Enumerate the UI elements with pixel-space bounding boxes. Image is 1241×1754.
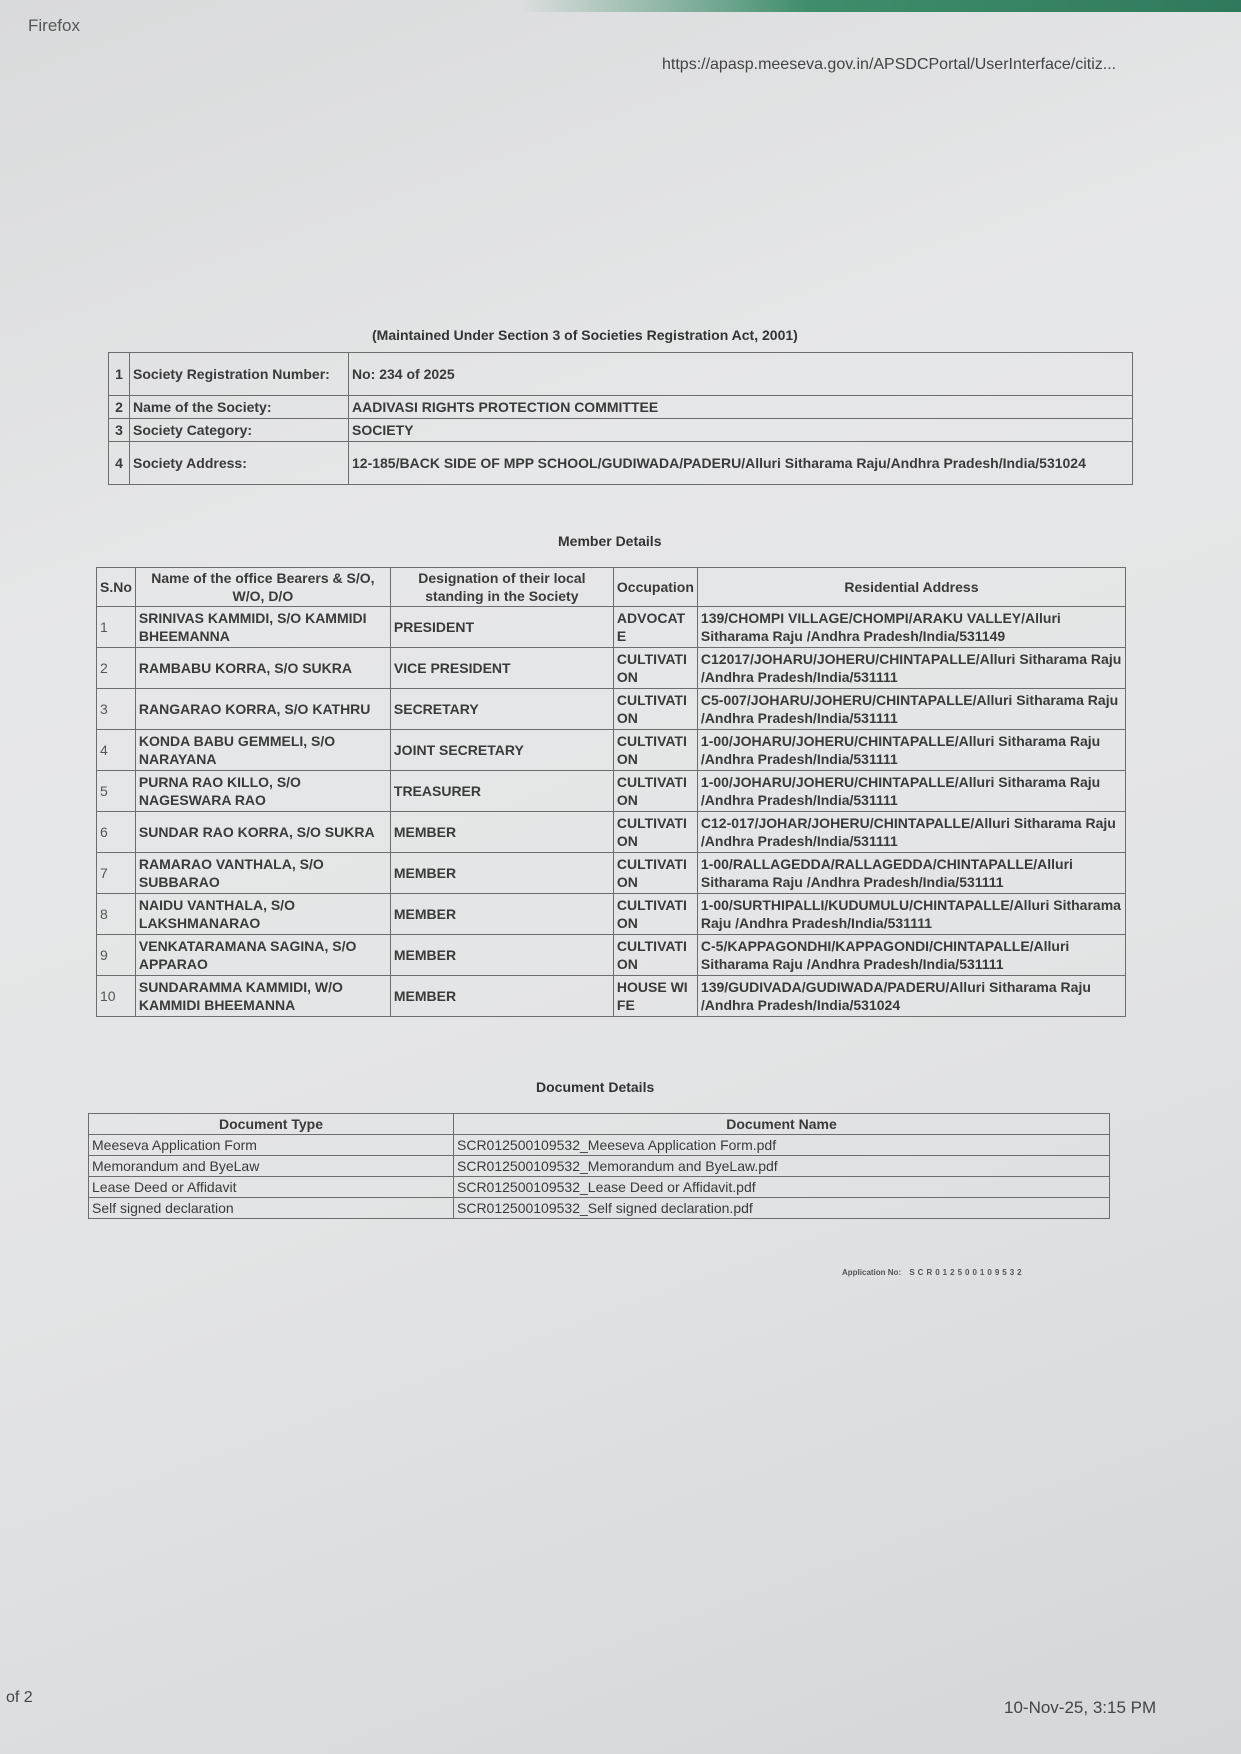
member-address: 1-00/SURTHIPALLI/KUDUMULU/CHINTAPALLE/Alluri Sitharama Raju /Andhra Pradesh/India/531111 [697, 894, 1125, 935]
society-row [109, 353, 1133, 396]
member-row [97, 812, 1126, 853]
member-sno: 6 [97, 812, 136, 853]
browser-name: Firefox [28, 16, 80, 35]
document-name: SCR012500109532_Memorandum and ByeLaw.pdf [454, 1156, 1110, 1177]
member-occupation: HOUSE WIFE [613, 976, 697, 1017]
page-number: of 2 [6, 1689, 33, 1706]
member-name: VENKATARAMANA SAGINA, S/O APPARAO [135, 935, 390, 976]
member-designation: MEMBER [390, 935, 613, 976]
member-header-row [97, 568, 1126, 607]
member-occupation: CULTIVATION [613, 935, 697, 976]
society-row-label: Society Address: [130, 442, 349, 485]
society-row-number: 1 [109, 353, 130, 396]
document-type: Meeseva Application Form [89, 1135, 454, 1156]
member-address: C-5/KAPPAGONDHI/KAPPAGONDI/CHINTAPALLE/Alluri Sitharama Raju /Andhra Pradesh/India/531111 [697, 935, 1125, 976]
society-row-value: SOCIETY [349, 419, 1133, 442]
member-name: PURNA RAO KILLO, S/O NAGESWARA RAO [135, 771, 390, 812]
document-row [89, 1156, 1110, 1177]
member-sno: 3 [97, 689, 136, 730]
document-type: Memorandum and ByeLaw [89, 1156, 454, 1177]
member-row [97, 648, 1126, 689]
member-sno: 4 [97, 730, 136, 771]
member-sno: 10 [97, 976, 136, 1017]
member-address: C12017/JOHARU/JOHERU/CHINTAPALLE/Alluri Sitharama Raju /Andhra Pradesh/India/531111 [697, 648, 1125, 689]
society-row [109, 396, 1133, 419]
document-type: Lease Deed or Affidavit [89, 1177, 454, 1198]
member-designation: PRESIDENT [390, 607, 613, 648]
document-name: SCR012500109532_Self signed declaration.pdf [454, 1198, 1110, 1219]
society-row-value: 12-185/BACK SIDE OF MPP SCHOOL/GUDIWADA/PADERU/Alluri Sitharama Raju/Andhra Pradesh/India/531024 [349, 442, 1133, 485]
society-row-number: 4 [109, 442, 130, 485]
application-number-label: Application No: [842, 1268, 902, 1277]
document-details-title: Document Details [536, 1079, 655, 1095]
society-row [109, 419, 1133, 442]
document-row [89, 1198, 1110, 1219]
member-row [97, 894, 1126, 935]
document-name: SCR012500109532_Lease Deed or Affidavit.pdf [454, 1177, 1110, 1198]
document-details-table [88, 1113, 1110, 1219]
member-address: 139/CHOMPI VILLAGE/CHOMPI/ARAKU VALLEY/Alluri Sitharama Raju /Andhra Pradesh/India/531149 [697, 607, 1125, 648]
society-row-label: Society Category: [130, 419, 349, 442]
member-row [97, 935, 1126, 976]
member-address: 1-00/JOHARU/JOHERU/CHINTAPALLE/Alluri Sitharama Raju /Andhra Pradesh/India/531111 [697, 730, 1125, 771]
member-occupation: CULTIVATION [613, 648, 697, 689]
member-occupation: ADVOCATE [613, 607, 697, 648]
member-sno: 9 [97, 935, 136, 976]
member-address: C12-017/JOHAR/JOHERU/CHINTAPALLE/Alluri Sitharama Raju /Andhra Pradesh/India/531111 [697, 812, 1125, 853]
member-row [97, 771, 1126, 812]
member-occupation: CULTIVATION [613, 894, 697, 935]
member-name: KONDA BABU GEMMELI, S/O NARAYANA [135, 730, 390, 771]
document-row [89, 1135, 1110, 1156]
member-sno: 2 [97, 648, 136, 689]
member-designation: SECRETARY [390, 689, 613, 730]
member-row [97, 689, 1126, 730]
member-row [97, 607, 1126, 648]
document-header-row [89, 1114, 1110, 1135]
member-sno: 5 [97, 771, 136, 812]
member-occupation: CULTIVATION [613, 730, 697, 771]
member-occupation: CULTIVATION [613, 771, 697, 812]
member-name: RANGARAO KORRA, S/O KATHRU [135, 689, 390, 730]
member-name: SUNDARAMMA KAMMIDI, W/O KAMMIDI BHEEMANNA [135, 976, 390, 1017]
member-address: 1-00/JOHARU/JOHERU/CHINTAPALLE/Alluri Sitharama Raju /Andhra Pradesh/India/531111 [697, 771, 1125, 812]
member-address: 1-00/RALLAGEDDA/RALLAGEDDA/CHINTAPALLE/Alluri Sitharama Raju /Andhra Pradesh/India/531111 [697, 853, 1125, 894]
member-designation: MEMBER [390, 853, 613, 894]
member-sno: 1 [97, 607, 136, 648]
document-name: SCR012500109532_Meeseva Application Form.pdf [454, 1135, 1110, 1156]
member-name: NAIDU VANTHALA, S/O LAKSHMANARAO [135, 894, 390, 935]
col-header-address: Residential Address [697, 568, 1125, 607]
page-heading: (Maintained Under Section 3 of Societies Registration Act, 2001) [372, 327, 798, 343]
member-designation: MEMBER [390, 976, 613, 1017]
application-number [842, 1268, 1025, 1277]
member-designation: JOINT SECRETARY [390, 730, 613, 771]
application-number-value: SCR012500109532 [909, 1268, 1025, 1277]
member-address: 139/GUDIVADA/GUDIWADA/PADERU/Alluri Sitharama Raju /Andhra Pradesh/India/531024 [697, 976, 1125, 1017]
member-designation: TREASURER [390, 771, 613, 812]
member-designation: MEMBER [390, 894, 613, 935]
member-row [97, 853, 1126, 894]
member-name: SUNDAR RAO KORRA, S/O SUKRA [135, 812, 390, 853]
member-name: RAMARAO VANTHALA, S/O SUBBARAO [135, 853, 390, 894]
member-occupation: CULTIVATION [613, 853, 697, 894]
background-edge [520, 0, 1241, 12]
document-type: Self signed declaration [89, 1198, 454, 1219]
society-row-number: 3 [109, 419, 130, 442]
member-name: SRINIVAS KAMMIDI, S/O KAMMIDI BHEEMANNA [135, 607, 390, 648]
col-header-sno: S.No [97, 568, 136, 607]
document-row [89, 1177, 1110, 1198]
society-row [109, 442, 1133, 485]
print-timestamp: 10-Nov-25, 3:15 PM [1004, 1698, 1157, 1717]
member-name: RAMBABU KORRA, S/O SUKRA [135, 648, 390, 689]
col-header-designation: Designation of their local standing in the Society [390, 568, 613, 607]
member-occupation: CULTIVATION [613, 812, 697, 853]
member-designation: VICE PRESIDENT [390, 648, 613, 689]
col-header-name: Name of the office Bearers & S/O, W/O, D/O [135, 568, 390, 607]
col-header-document-type: Document Type [89, 1114, 454, 1135]
society-row-value: No: 234 of 2025 [349, 353, 1133, 396]
page-url: https://apasp.meeseva.gov.in/APSDCPortal/UserInterface/citiz... [662, 56, 1117, 73]
member-sno: 7 [97, 853, 136, 894]
col-header-document-name: Document Name [454, 1114, 1110, 1135]
society-row-label: Name of the Society: [130, 396, 349, 419]
society-details-table [108, 352, 1133, 485]
member-designation: MEMBER [390, 812, 613, 853]
society-row-value: AADIVASI RIGHTS PROTECTION COMMITTEE [349, 396, 1133, 419]
member-address: C5-007/JOHARU/JOHERU/CHINTAPALLE/Alluri Sitharama Raju /Andhra Pradesh/India/531111 [697, 689, 1125, 730]
member-details-table [96, 567, 1126, 1017]
society-row-number: 2 [109, 396, 130, 419]
member-details-title: Member Details [558, 533, 662, 549]
member-occupation: CULTIVATION [613, 689, 697, 730]
member-row [97, 976, 1126, 1017]
member-sno: 8 [97, 894, 136, 935]
col-header-occupation: Occupation [613, 568, 697, 607]
society-row-label: Society Registration Number: [130, 353, 349, 396]
member-row [97, 730, 1126, 771]
